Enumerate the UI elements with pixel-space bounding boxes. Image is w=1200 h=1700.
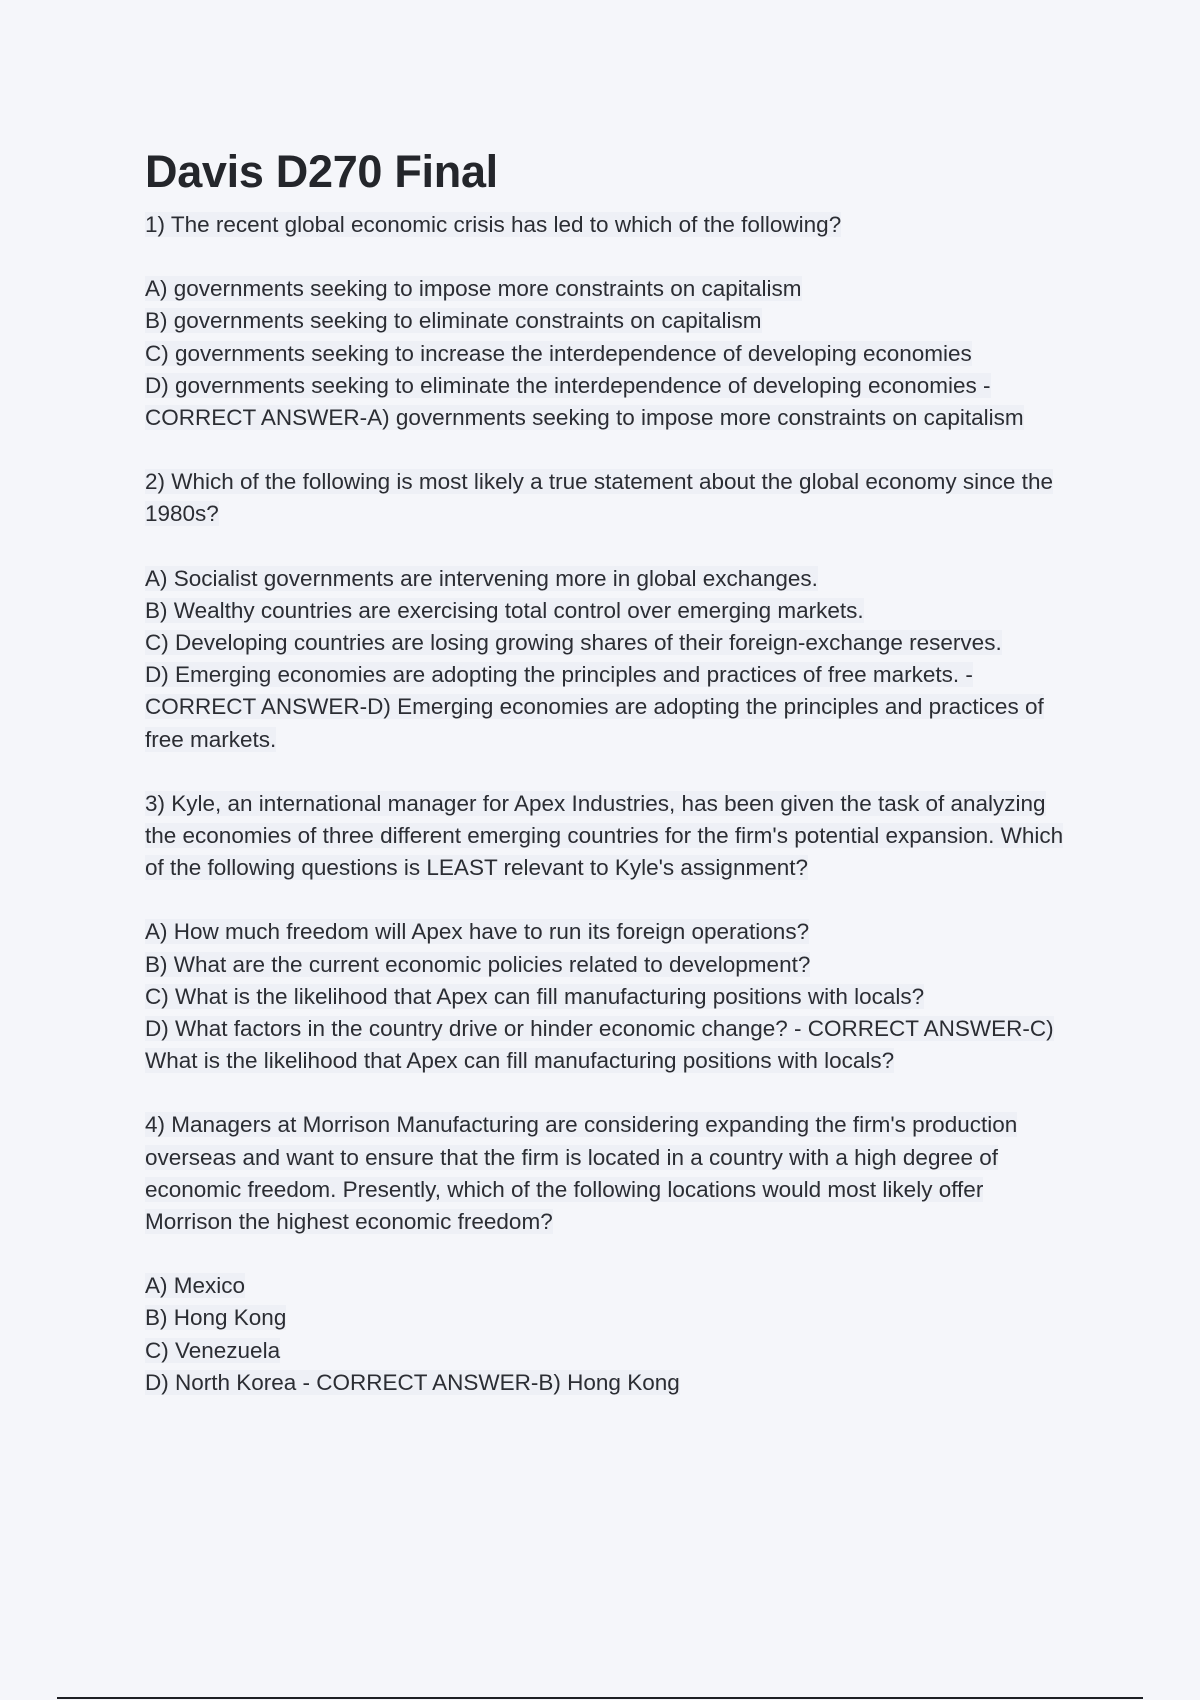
option-b-text: B) Hong Kong xyxy=(145,1305,287,1331)
option-a-text: A) governments seeking to impose more constraints on capitalism xyxy=(145,276,802,302)
option-c xyxy=(145,338,1065,370)
option-b xyxy=(145,949,1065,981)
option-a xyxy=(145,1270,1065,1302)
question-text xyxy=(145,209,1065,241)
option-b xyxy=(145,595,1065,627)
option-c xyxy=(145,981,1065,1013)
document-page xyxy=(145,145,1065,1431)
question-1-text: 1) The recent global economic crisis has led to which of the following? xyxy=(145,212,842,237)
question-2-text: 2) Which of the following is most likely a true statement about the global economy since the 1980s? xyxy=(145,469,1053,527)
option-c-text: C) What is the likelihood that Apex can fill manufacturing positions with locals? xyxy=(145,983,925,1009)
option-b-text: B) What are the current economic policies related to development? xyxy=(145,951,811,977)
option-d-text: D) governments seeking to eliminate the interdependence of developing economies - CORRECT ANSWER-A) governments seeking to impose more constraints on capitalism xyxy=(145,372,1024,431)
option-c-text: C) Venezuela xyxy=(145,1337,281,1363)
option-c-text: C) governments seeking to increase the interdependence of developing economies xyxy=(145,340,972,366)
option-d-with-answer xyxy=(145,370,1065,434)
option-d-with-answer xyxy=(145,659,1065,756)
option-b-text: B) Wealthy countries are exercising total control over emerging markets. xyxy=(145,597,864,623)
question-1-options xyxy=(145,273,1065,434)
question-text xyxy=(145,1109,1065,1238)
option-c xyxy=(145,1335,1065,1367)
question-2-options xyxy=(145,563,1065,756)
question-3-options xyxy=(145,916,1065,1077)
question-3 xyxy=(145,788,1065,1078)
question-text xyxy=(145,788,1065,885)
option-a-text: A) Socialist governments are intervening more in global exchanges. xyxy=(145,565,818,591)
option-c-text: C) Developing countries are losing growing shares of their foreign-exchange reserves. xyxy=(145,630,1002,656)
option-a xyxy=(145,916,1065,948)
question-1 xyxy=(145,209,1065,434)
option-d-with-answer xyxy=(145,1367,1065,1399)
option-b xyxy=(145,305,1065,337)
question-text xyxy=(145,466,1065,530)
option-d-text: D) North Korea - CORRECT ANSWER-B) Hong Kong xyxy=(145,1369,680,1395)
option-a xyxy=(145,563,1065,595)
option-c xyxy=(145,627,1065,659)
option-b xyxy=(145,1302,1065,1334)
question-2 xyxy=(145,466,1065,756)
option-d-text: D) What factors in the country drive or hinder economic change? - CORRECT ANSWER-C) What is the likelihood that Apex can fill manufacturing positions with locals? xyxy=(145,1016,1054,1074)
option-a xyxy=(145,273,1065,305)
option-d-text: D) Emerging economies are adopting the principles and practices of free markets. - CORRECT ANSWER-D) Emerging economies are adopting the principles and practices of free markets. xyxy=(145,662,1044,752)
question-4 xyxy=(145,1109,1065,1399)
option-b-text: B) governments seeking to eliminate constraints on capitalism xyxy=(145,308,762,334)
footer-divider xyxy=(57,1697,1143,1699)
question-4-text: 4) Managers at Morrison Manufacturing are considering expanding the firm's production overseas and want to ensure that the firm is located in a country with a high degree of economic freedom. Presently, which of the following locations would most likely offer Morrison the highest economic freedom? xyxy=(145,1112,1018,1235)
question-3-text: 3) Kyle, an international manager for Apex Industries, has been given the task of analyzing the economies of three different emerging countries for the firm's potential expansion. Which of the following questions is LEAST relevant to Kyle's assignment? xyxy=(145,790,1064,881)
page-title: Davis D270 Final xyxy=(145,146,498,197)
option-a-text: A) Mexico xyxy=(145,1273,246,1299)
option-d-with-answer xyxy=(145,1013,1065,1077)
option-a-text: A) How much freedom will Apex have to run its foreign operations? xyxy=(145,919,810,945)
question-4-options xyxy=(145,1270,1065,1399)
